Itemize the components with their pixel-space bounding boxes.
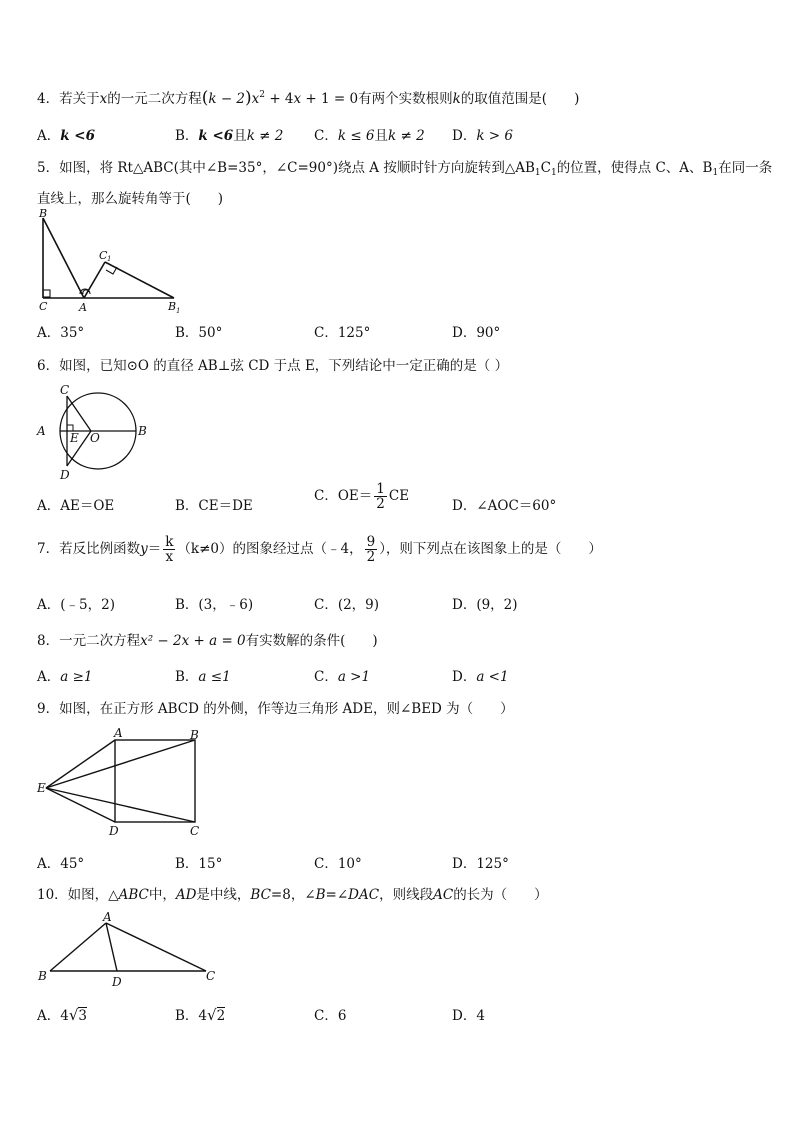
q8-option-a[interactable]: A．a ≥1	[37, 669, 93, 685]
q9-option-a[interactable]: A．45°	[37, 856, 85, 872]
q4-eq-a: k − 2	[208, 91, 246, 107]
question-10-stem: 10．如图，△ABC中，AD是中线，BC=8，∠B=∠DAC，则线段AC的长为（ ）	[37, 887, 548, 903]
q4-option-a[interactable]: A．k <6	[37, 128, 96, 144]
q6-label-e: E	[70, 431, 79, 445]
q7-option-a[interactable]: A．(﹣5，2)	[37, 597, 115, 613]
q4-text-a: 4．若关于	[37, 91, 100, 107]
q5-option-b[interactable]: B．50°	[175, 325, 223, 341]
q5-option-a[interactable]: A．35°	[37, 325, 85, 341]
q4-option-d[interactable]: D．k > 6	[452, 128, 513, 144]
q8-option-b[interactable]: B．a ≤1	[175, 669, 231, 685]
q10-option-b[interactable]: B．4√2	[175, 1006, 226, 1024]
q7-option-b[interactable]: B．(3，﹣6)	[175, 597, 254, 613]
q10-label-d: D	[112, 975, 122, 989]
q4-text-d: 的取值范围是( )	[460, 91, 580, 107]
q6-label-o: O	[90, 431, 100, 445]
q4-var-k: k	[452, 91, 461, 107]
q7-option-d[interactable]: D．(9，2)	[452, 597, 518, 613]
q6-label-a: A	[37, 424, 46, 438]
q4-eq-c: + 4	[265, 91, 294, 107]
q6-option-d[interactable]: D．∠AOC＝60°	[452, 498, 557, 514]
q9-label-b: B	[190, 728, 199, 742]
question-4-stem: 4．若关于x的一元二次方程$(k - 2)x^2 + 4x + 1 = 0$有两个实数根则k的取值范围是( )	[37, 88, 580, 108]
q10-option-c[interactable]: C．6	[314, 1008, 347, 1024]
q5-label-c: C	[39, 300, 48, 313]
q9-option-c[interactable]: C．10°	[314, 856, 362, 872]
q5-option-c[interactable]: C．125°	[314, 325, 371, 341]
q9-label-a: A	[114, 726, 123, 740]
q5-label-a: A	[79, 301, 87, 314]
q8-option-c[interactable]: C．a >1	[314, 669, 371, 685]
q5-label-b1: B	[168, 300, 177, 313]
q9-option-b[interactable]: B．15°	[175, 856, 223, 872]
q9-option-d[interactable]: D．125°	[452, 856, 509, 872]
q5-label-c1-sub: 1	[107, 255, 112, 263]
q6-option-b[interactable]: B．CE＝DE	[175, 498, 253, 514]
q6-label-c: C	[60, 383, 70, 397]
q4-var-x: x	[99, 91, 108, 107]
q5-label-c1: C	[99, 249, 108, 262]
q10-triangle-figure	[34, 910, 224, 990]
q6-label-b: B	[138, 424, 147, 438]
q10-label-b: B	[38, 969, 47, 983]
q5-label-b: B	[39, 208, 48, 220]
q10-option-d[interactable]: D．4	[452, 1008, 485, 1024]
q9-label-d: D	[109, 824, 119, 838]
q6-circle-figure	[34, 380, 154, 482]
q5-rotation-figure	[34, 208, 184, 314]
q10-label-a: A	[103, 910, 112, 924]
q6-label-d: D	[60, 468, 70, 482]
question-9-stem: 9．如图，在正方形 ABCD 的外侧，作等边三角形 ADE，则∠BED 为（ ）	[37, 701, 514, 717]
question-7-stem: 7．若反比例函数y＝ $\frac{k}{x}$ （k≠0）的图象经过点（﹣4， $\frac{9}{2}$ ），则下列点在该图象上的是（ ）	[37, 534, 602, 566]
q4-eq-e: + 1 = 0	[301, 91, 359, 107]
q9-label-e: E	[37, 781, 46, 795]
question-5-stem-line1: 5．如图，将 Rt△ABC(其中∠B=35°，∠C=90°)绕点 A 按顺时针方向旋转到$\triangle AB_1C_1$的位置，使得点 C、A、$B_1$在同一条	[37, 160, 773, 178]
q6-option-a[interactable]: A．AE＝OE	[37, 498, 115, 514]
q4-text-b: 的一元二次方程	[107, 91, 202, 107]
q4-eq-b: x	[251, 91, 260, 107]
question-5-stem-line2: 直线上，那么旋转角等于( )	[37, 191, 224, 207]
q4-eq-exp: 2	[259, 90, 266, 100]
q4-option-c[interactable]: C．k ≤ 6且k ≠ 2	[314, 128, 425, 144]
q6-option-c[interactable]: C．OE＝ $\frac{1}{2}$ CE	[314, 481, 410, 513]
q8-option-d[interactable]: D．a <1	[452, 669, 509, 685]
q10-option-a[interactable]: A．4√3	[37, 1006, 87, 1024]
q5-label-b1-sub: 1	[176, 307, 181, 314]
question-6-stem: 6．如图，已知⊙O 的直径 AB⊥弦 CD 于点 E，下列结论中一定正确的是（ ）	[37, 358, 509, 374]
q7-option-c[interactable]: C．(2，9)	[314, 597, 380, 613]
q9-label-c: C	[190, 824, 200, 838]
q4-text-c: 有两个实数根则	[358, 91, 453, 107]
q10-label-c: C	[206, 969, 216, 983]
q4-eq-d: x	[293, 91, 302, 107]
q5-option-d[interactable]: D．90°	[452, 325, 501, 341]
q4-option-b[interactable]: B．k <6且k ≠ 2	[175, 128, 284, 144]
question-8-stem: 8．一元二次方程x² − 2x + a = 0有实数解的条件( )	[37, 633, 378, 649]
q9-square-figure	[34, 724, 206, 842]
